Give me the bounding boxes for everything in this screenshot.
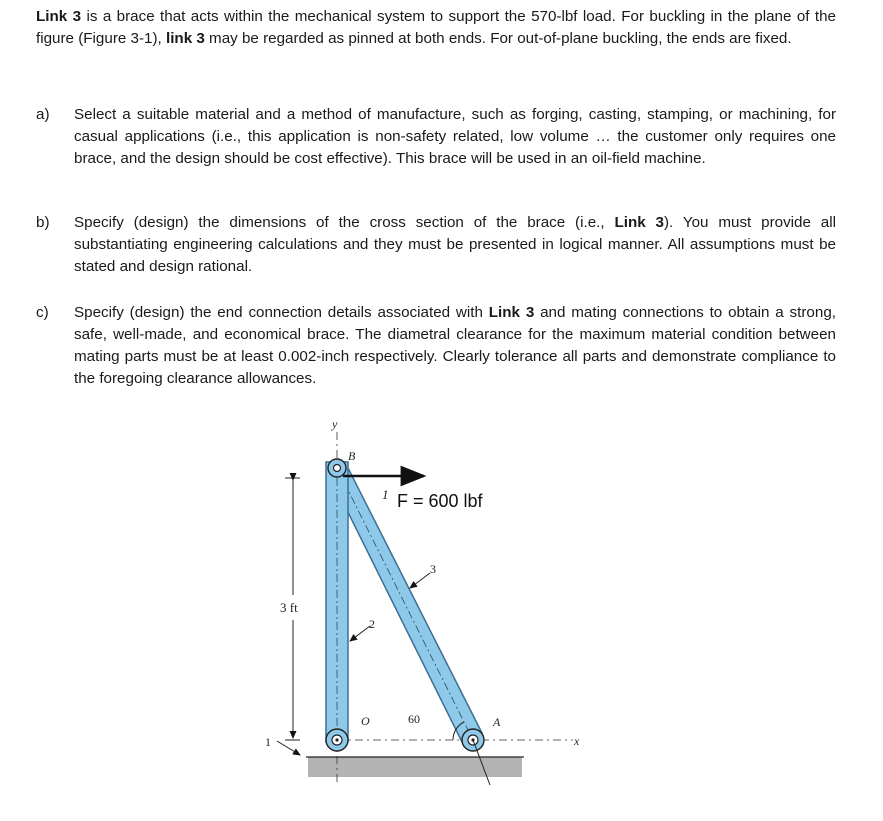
- leader-arrow-2: [350, 626, 370, 641]
- label-a: A: [493, 715, 501, 729]
- mechanism-figure: [262, 415, 592, 785]
- label-1-top: 1: [382, 487, 389, 502]
- list-marker: b): [36, 214, 50, 231]
- list-item-a: [36, 104, 836, 170]
- item-c-text-1: Specify (design) the end connection details associated with: [74, 304, 489, 321]
- intro-paragraph: [36, 6, 836, 50]
- link-3-term: Link 3: [488, 304, 535, 321]
- pin-o-center: [335, 738, 338, 741]
- label-y: y: [332, 417, 338, 431]
- link-3-term: Link 3: [36, 8, 82, 25]
- angle-label: 60: [408, 712, 420, 726]
- leader-arrow-1: [277, 741, 300, 755]
- dimension-label: 3 ft: [280, 600, 298, 615]
- leader-arrow-3: [410, 573, 430, 588]
- list-marker: a): [36, 106, 50, 123]
- link-3-term: Link 3: [614, 214, 664, 231]
- item-c-text-2: and mating connections to obtain a strong, safe, well-made, and economical brace. The diametral clearance for the maximum material condition between mating parts must be at least 0.002-inch respectively. Clearly tolerance all parts and demonstrate compliance to the foregoing clearance allowances.: [74, 304, 836, 387]
- pin-b-inner: [334, 465, 341, 472]
- list-item-b: [36, 212, 836, 278]
- list-item-text: Select a suitable material and a method of manufacture, such as forging, casting, stamping, or machining, for casual applications (i.e., this application is non-safety related, low volume … the customer only requires one brace, and the design should be cost effective). This brace will be used in an oil-field machine.: [74, 106, 836, 167]
- item-b-text-1: Specify (design) the dimensions of the cross section of the brace (i.e.,: [74, 214, 615, 231]
- label-b: B: [348, 449, 356, 463]
- ground-block: [308, 757, 522, 777]
- list-marker: c): [36, 304, 49, 321]
- list-item-text: [74, 302, 836, 390]
- label-o: O: [361, 714, 370, 728]
- intro-text-2: may be regarded as pinned at both ends. For out-of-plane buckling, the ends are fixed.: [204, 30, 792, 47]
- force-label: F = 600 lbf: [397, 491, 483, 511]
- intro-text-1: is a brace that acts within the mechanical system to support the 570-lbf load. For buckling in the plane of the figure (Figure 3-1),: [36, 8, 836, 47]
- label-x: x: [574, 734, 580, 748]
- link-3-term: link 3: [165, 30, 205, 47]
- label-2: 2: [369, 617, 375, 631]
- list-item-text: [74, 212, 836, 278]
- list-item-c: [36, 302, 836, 390]
- label-1-bottom: 1: [265, 735, 271, 749]
- item-b-text-2: ). You must provide all substantiating engineering calculations and they must be presented in logical manner. All assumptions must be stated and design rational.: [74, 214, 837, 275]
- label-3: 3: [430, 562, 436, 576]
